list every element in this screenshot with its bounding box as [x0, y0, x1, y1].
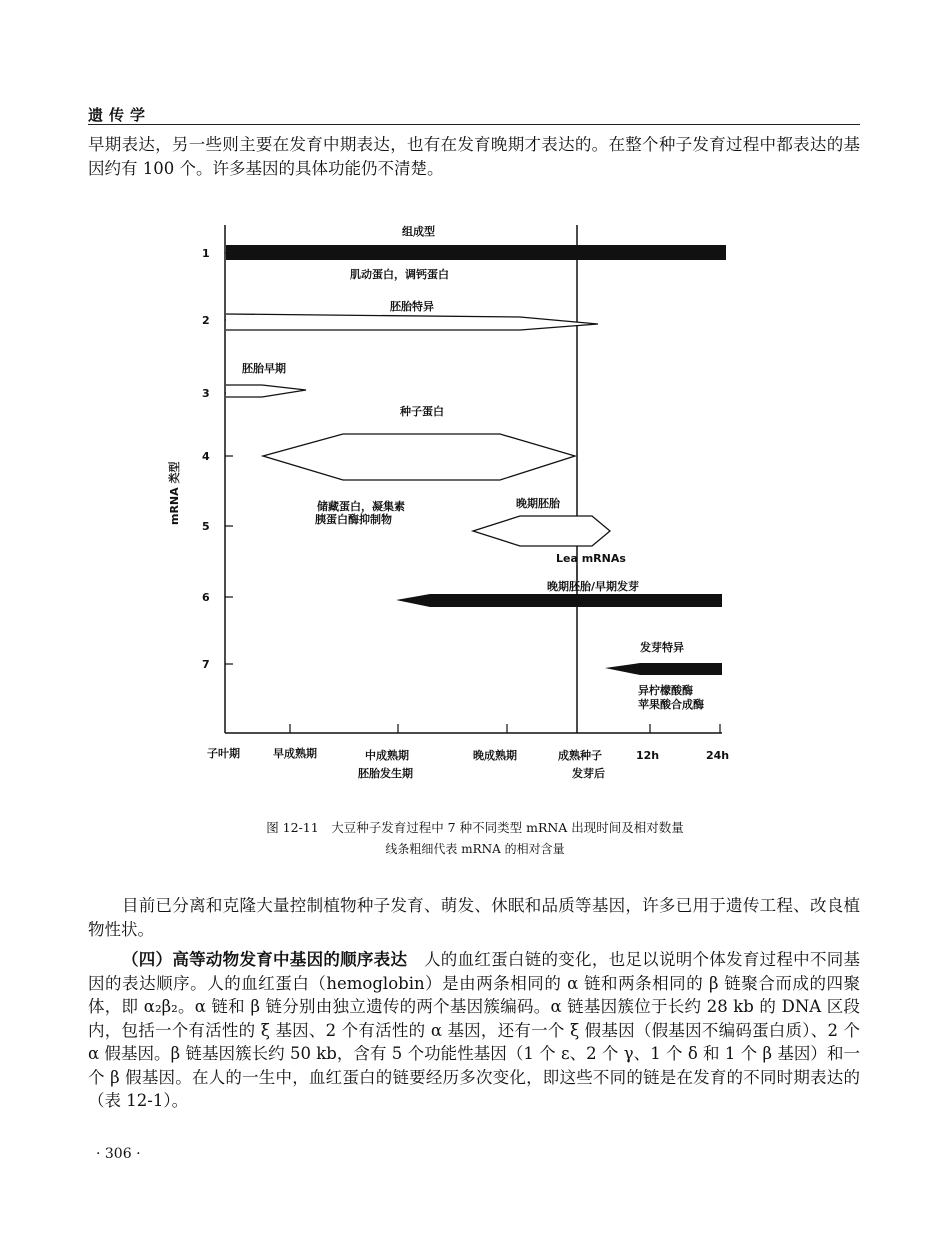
row-number-3: 3	[202, 387, 210, 400]
figure-caption: 图 12-11 大豆种子发育过程中 7 种不同类型 mRNA 出现时间及相对数量	[266, 820, 684, 835]
row-6-shape	[396, 594, 722, 607]
x-tick-label: 24h	[706, 749, 730, 762]
x-tick-subtitle: 胚胎发生期	[358, 767, 413, 780]
row-number-2: 2	[202, 314, 210, 327]
page-number: · 306 ·	[96, 1146, 141, 1162]
row-4-shape	[263, 434, 575, 480]
row-number-6: 6	[202, 591, 210, 604]
row-5-label: 晚期胚胎	[516, 497, 560, 510]
row-number-5: 5	[202, 520, 210, 533]
x-tick-subtitle: 发芽后	[572, 767, 605, 780]
row-5-shape	[473, 516, 610, 546]
figure-note: 线条粗细代表 mRNA 的相对含量	[385, 842, 565, 856]
x-tick-label: 子叶期	[207, 747, 240, 760]
row-6-label: 晚期胚胎/早期发芽	[547, 580, 640, 593]
row-7-label: 发芽特异	[640, 641, 684, 654]
x-tick-label: 早成熟期	[273, 747, 317, 760]
section-heading: （四）高等动物发育中基因的顺序表达	[122, 950, 408, 969]
row-1-bar	[226, 245, 726, 260]
paragraph-2	[88, 948, 860, 1113]
x-tick-label: 中成熟期	[365, 749, 409, 762]
intro-paragraph: 早期表达，另一些则主要在发育中期表达，也有在发育晚期才表达的。在整个种子发育过程中都表达的基因约有 100 个。许多基因的具体功能仍不清楚。	[88, 135, 860, 178]
row-5-sublabel: Lea mRNAs	[556, 552, 626, 565]
row-3-label: 胚胎早期	[242, 362, 286, 375]
row-7-shape	[605, 663, 722, 675]
row-2-shape	[226, 314, 598, 330]
paragraph-2-body: 人的血红蛋白链的变化，也足以说明个体发育过程中不同基因的表达顺序。人的血红蛋白（hemoglobin）是由两条相同的 α 链和两条相同的 β 链聚合而成的四聚体，即 α₂β₂。α 链和 β 链分别由独立遗传的两个基因簇编码。α 链基因簇位于长约 28 kb 的 DNA 区段内，包括一个有活性的 ξ 基因、2 个有活性的 α 基因，还有一个 ξ 假基因（假基因不编码蛋白质）、2 个 α 假基因。β 链基因簇长约 50 kb，含有 5 个功能性基因（1 个 ε、2 个 γ、1 个 δ 和 1 个 β 基因）和一个 β 假基因。在人的一生中，血红蛋白的链要经历多次变化，即这些不同的链是在发育的不同时期表达的（表 12-1）。	[88, 950, 861, 1110]
running-header: 遗传学	[88, 106, 152, 124]
x-tick-label: 晚成熟期	[473, 749, 517, 762]
row-number-1: 1	[202, 247, 210, 260]
row-4-sublabel: 储藏蛋白，凝集素 胰蛋白酶抑制物	[315, 500, 405, 526]
row-4-label: 种子蛋白	[400, 405, 444, 418]
row-1-sublabel: 肌动蛋白，调钙蛋白	[350, 268, 449, 281]
row-1-label: 组成型	[402, 225, 435, 238]
x-tick-label: 成熟种子	[558, 749, 602, 762]
x-ticks	[290, 724, 720, 733]
paragraph-1: 目前已分离和克隆大量控制植物种子发育、萌发、休眠和品质等基因，许多已用于遗传工程、改良植物性状。	[88, 896, 860, 939]
y-axis-label: mRNA 类型	[168, 461, 181, 525]
row-3-shape	[226, 385, 306, 397]
row-7-sublabel: 异柠檬酸酶 苹果酸合成酶	[638, 684, 704, 711]
x-tick-label: 12h	[636, 749, 660, 762]
row-number-4: 4	[202, 450, 210, 463]
row-2-label: 胚胎特异	[390, 300, 434, 313]
row-number-7: 7	[202, 658, 210, 671]
